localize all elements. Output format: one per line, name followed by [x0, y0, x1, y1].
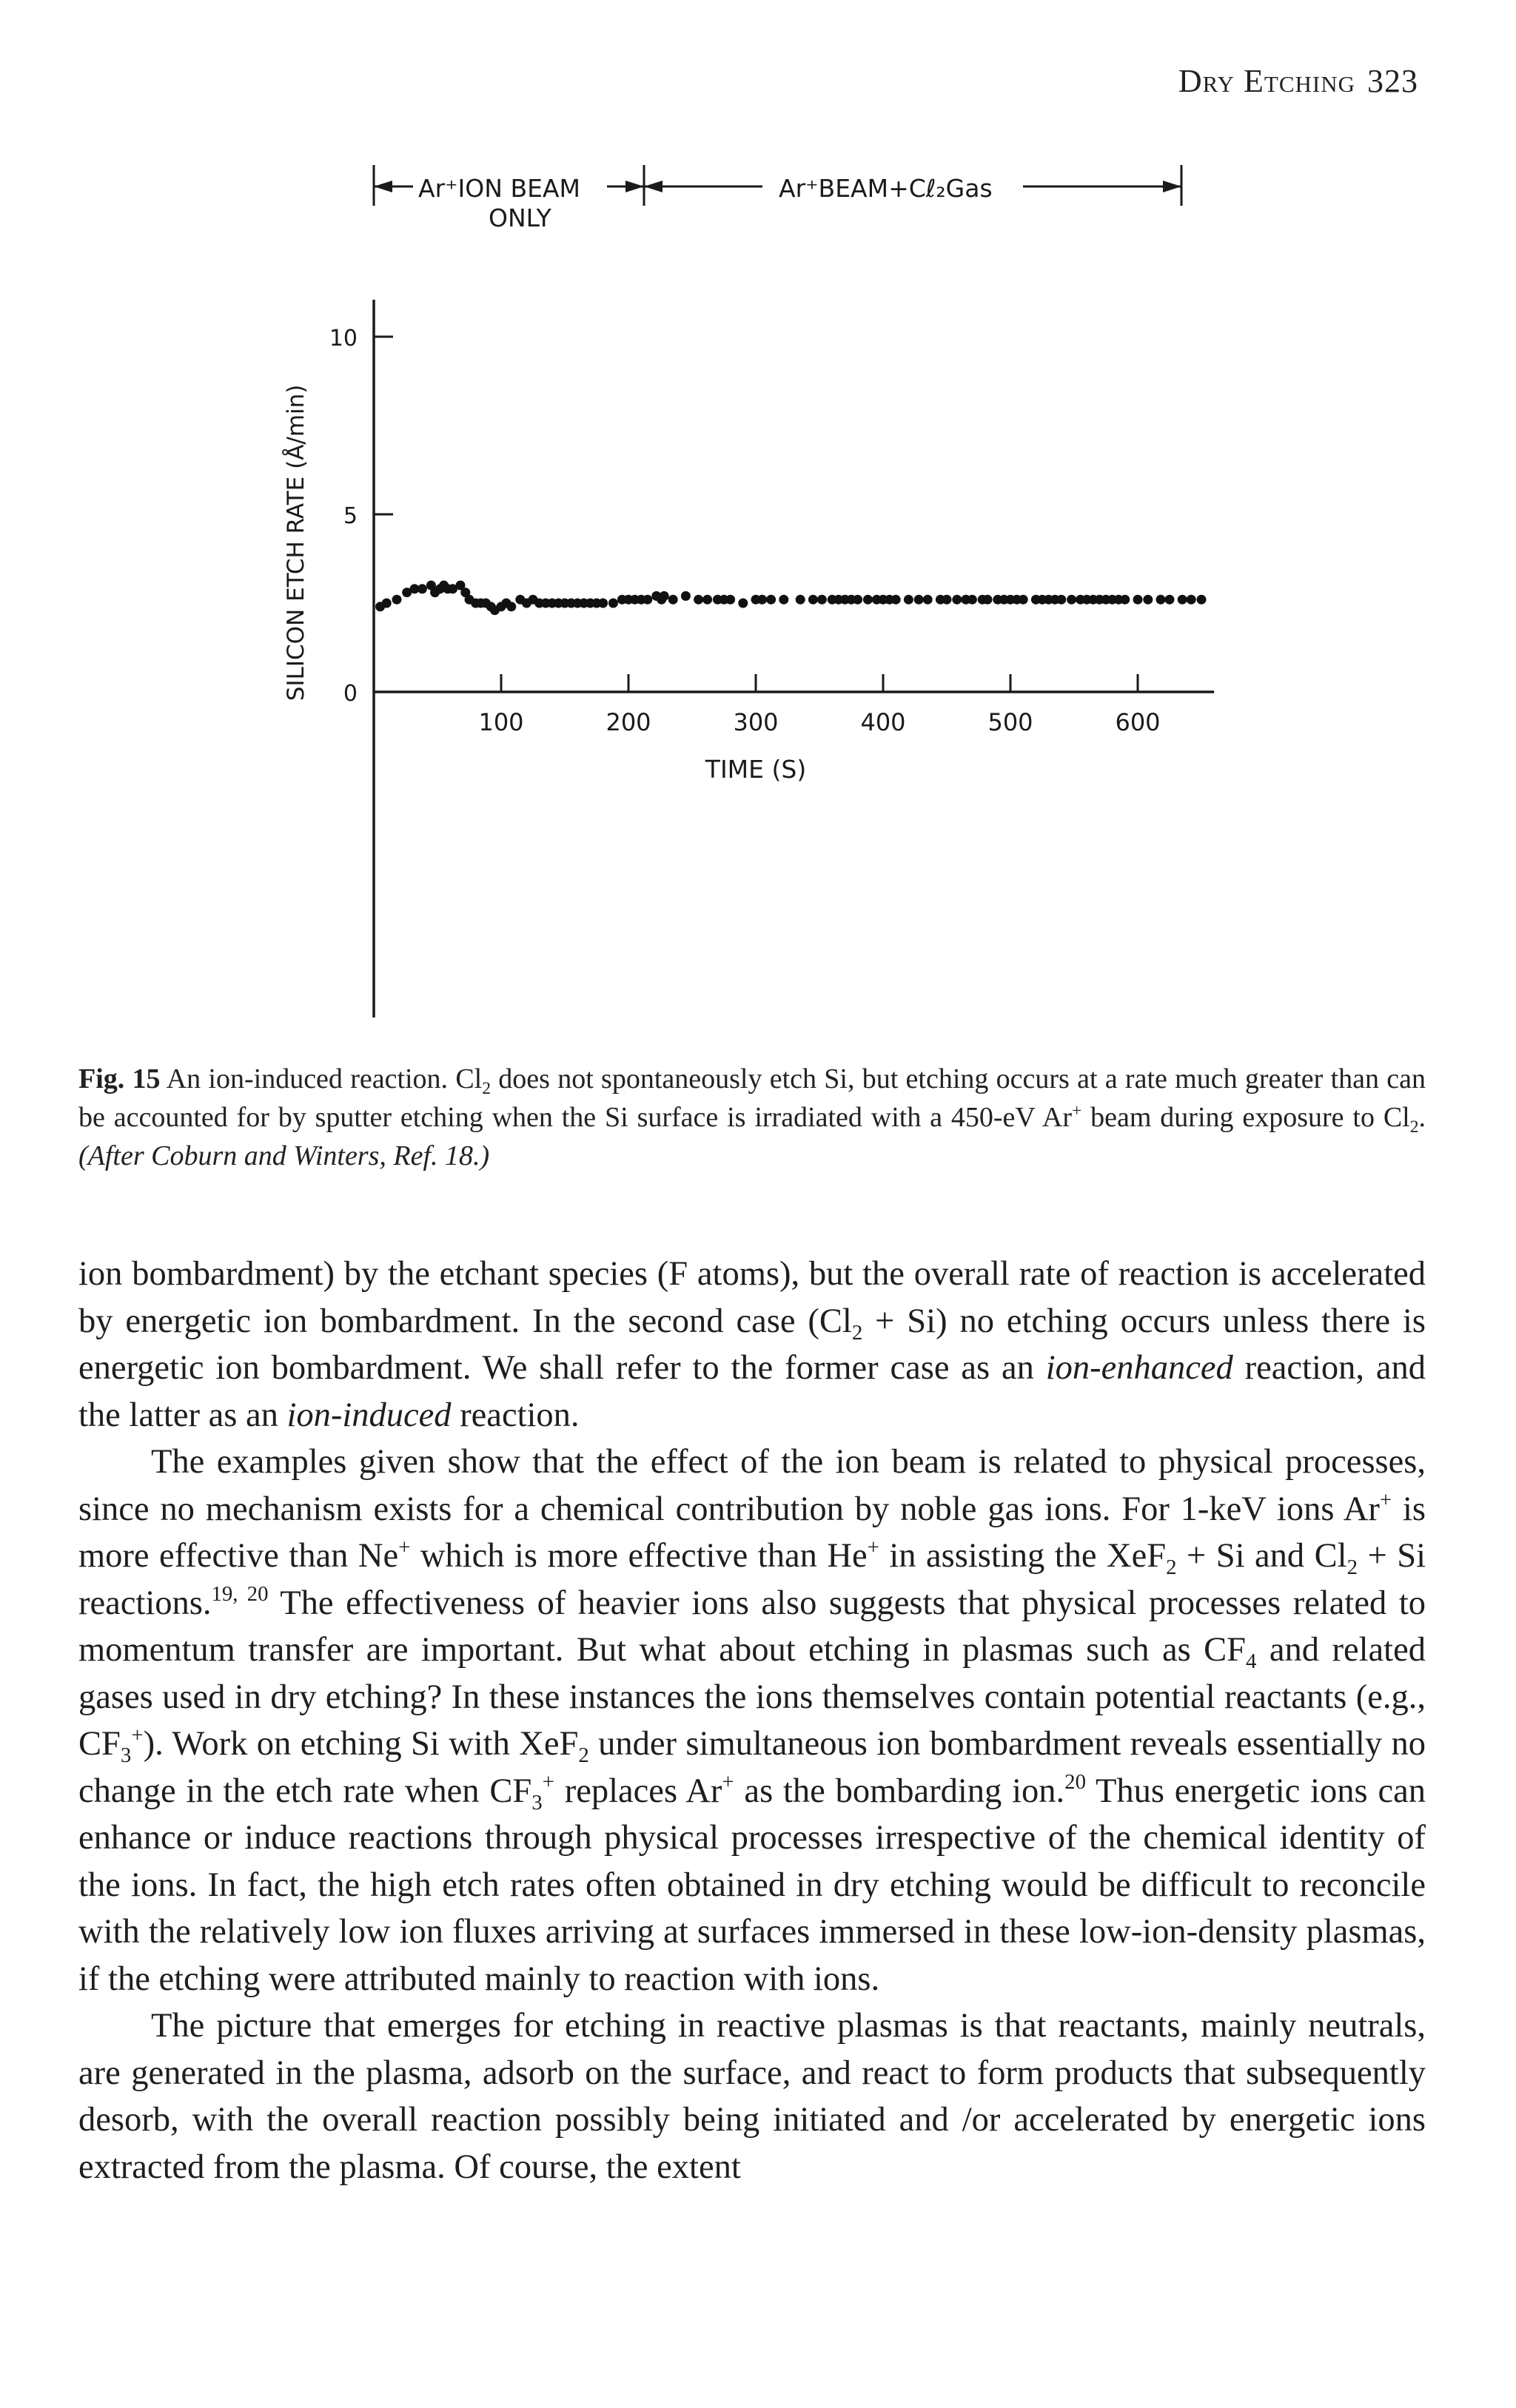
data-point: [757, 595, 767, 605]
x-tick-label: 500: [987, 708, 1033, 736]
data-point: [382, 599, 392, 608]
arrow-left-icon: [374, 181, 392, 192]
y-tick-label: 5: [343, 503, 358, 529]
x-axis-label: TIME (S): [705, 755, 807, 784]
x-tick-label: 300: [733, 708, 779, 736]
y-tick-label: 0: [343, 681, 358, 707]
data-point: [1120, 595, 1130, 605]
data-point: [1133, 595, 1143, 605]
paragraph-2: The examples given show that the effect of the ion beam is related to physical processes, since no mechanism exists for a chemical contribution by noble gas ions. For 1-keV ions Ar+ is more effective than Ne+ which is more effective than He+ in assisting the XeF$_2$ + Si and $Cl_2 + Si$ reactions.$^{19, 20}$ The effectiveness of heavier ions also suggests that physical processes related to momentum transfer are important. But what about etching in plasmas such as $CF_4$ and related gases used in dry etching? In these instances the ions themselves contain potential reactants (e.g., $CF_3^+$). Work on etching Si with XeF$_2$ under simultaneous ion bombardment reveals essentially no change in the etch rate when $CF_3^+$ replaces Ar+ as the bombarding ion.$^{20}$ Thus energetic ions can enhance or induce reactions through physical processes irrespective of the chemical identity of the ions. In fact, the high etch rates often obtained in dry etching would be difficult to reconcile with the relatively low ion fluxes arriving at surfaces immersed in these low-ion-density plasmas, if the etching were attributed mainly to reaction with ions.: [78, 1443, 1426, 1998]
y-axis-label: SILICON ETCH RATE (Å/min): [283, 384, 309, 702]
x-tick-label: 400: [860, 708, 906, 736]
data-point: [1056, 595, 1066, 605]
data-point: [967, 595, 977, 605]
data-point: [738, 599, 748, 608]
data-point: [1178, 595, 1187, 605]
data-point: [1187, 595, 1196, 605]
data-point: [506, 602, 516, 611]
data-point: [796, 595, 805, 605]
x-tick-label: 200: [606, 708, 651, 736]
data-point: [1165, 595, 1175, 605]
data-point: [643, 595, 652, 605]
annotation-beam-gas: Ar⁺BEAM+Cℓ₂Gas: [779, 174, 993, 203]
etch-rate-chart: [252, 148, 1244, 1036]
arrow-right-icon: [1163, 181, 1181, 192]
data-point: [694, 595, 703, 605]
paragraph-1: ion bombardment) by the etchant species (F atoms), but the overall rate of reaction is accelerated by energetic ion bombardment. In the second case $(Cl_2 + Si)$ no etching occurs unless there is energetic ion bombardment. We shall refer to the former case as an ion-enhanced reaction, and the latter as an ion-induced reaction.: [78, 1255, 1426, 1434]
chart-axes: [329, 300, 1214, 1018]
reference-19-20: 19, 20: [211, 1582, 269, 1607]
data-point: [952, 595, 962, 605]
figure-citation: (After Coburn and Winters, Ref. 18.): [78, 1140, 490, 1171]
data-point: [779, 595, 788, 605]
page-number: 323: [1367, 63, 1418, 99]
data-point: [1143, 595, 1153, 605]
y-tick-label: 10: [329, 326, 358, 352]
data-point: [853, 595, 862, 605]
data-point: [668, 595, 678, 605]
data-point: [598, 599, 608, 608]
data-point: [817, 595, 827, 605]
data-point: [681, 591, 691, 601]
data-point: [1067, 595, 1076, 605]
data-point: [766, 595, 776, 605]
data-point: [863, 595, 873, 605]
running-head: [1178, 62, 1418, 100]
data-point: [904, 595, 913, 605]
x-tick-label: 100: [478, 708, 524, 736]
figure-label: Fig. 15: [78, 1063, 161, 1094]
figure-caption: Fig. 15 An ion-induced reaction. $Cl_2$ does not spontaneously etch Si, but etching occurs at a rate much greater than can be accounted for by sputter etching when the Si surface is irradiated with a 450-eV Ar+ beam during exposure to $Cl_2$. (After Coburn and Winters, Ref. 18.): [78, 1063, 1426, 1171]
reference-20: 20: [1064, 1770, 1086, 1795]
chart-marks: [375, 581, 1206, 616]
chart-annotations: [374, 165, 1181, 232]
annotation-ion-only-line1: Ar⁺ION BEAM: [418, 174, 580, 203]
data-point: [1197, 595, 1207, 605]
data-point: [702, 595, 712, 605]
data-point: [417, 584, 427, 593]
data-point: [608, 599, 618, 608]
data-point: [914, 595, 924, 605]
data-point: [923, 595, 933, 605]
data-point: [1156, 595, 1166, 605]
data-point: [942, 595, 952, 605]
data-point: [392, 595, 402, 605]
paragraph-3: The picture that emerges for etching in reactive plasmas is that reactants, mainly neutrals, are generated in the plasma, adsorb on the surface, and react to form products that subsequently desorb, with the overall reaction possibly being initiated and /or accelerated by energetic ions extracted from the plasma. Of course, the extent: [78, 2007, 1426, 2186]
body-text: [78, 1251, 1426, 2190]
data-point: [725, 595, 735, 605]
data-point: [1019, 595, 1028, 605]
data-point: [891, 595, 901, 605]
data-point: [660, 591, 669, 601]
data-point: [808, 595, 818, 605]
running-head-title: Dry Etching: [1178, 63, 1355, 99]
data-point: [983, 595, 993, 605]
annotation-ion-only-line2: ONLY: [489, 204, 551, 232]
x-tick-label: 600: [1115, 708, 1161, 736]
arrow-right-icon: [625, 181, 644, 192]
